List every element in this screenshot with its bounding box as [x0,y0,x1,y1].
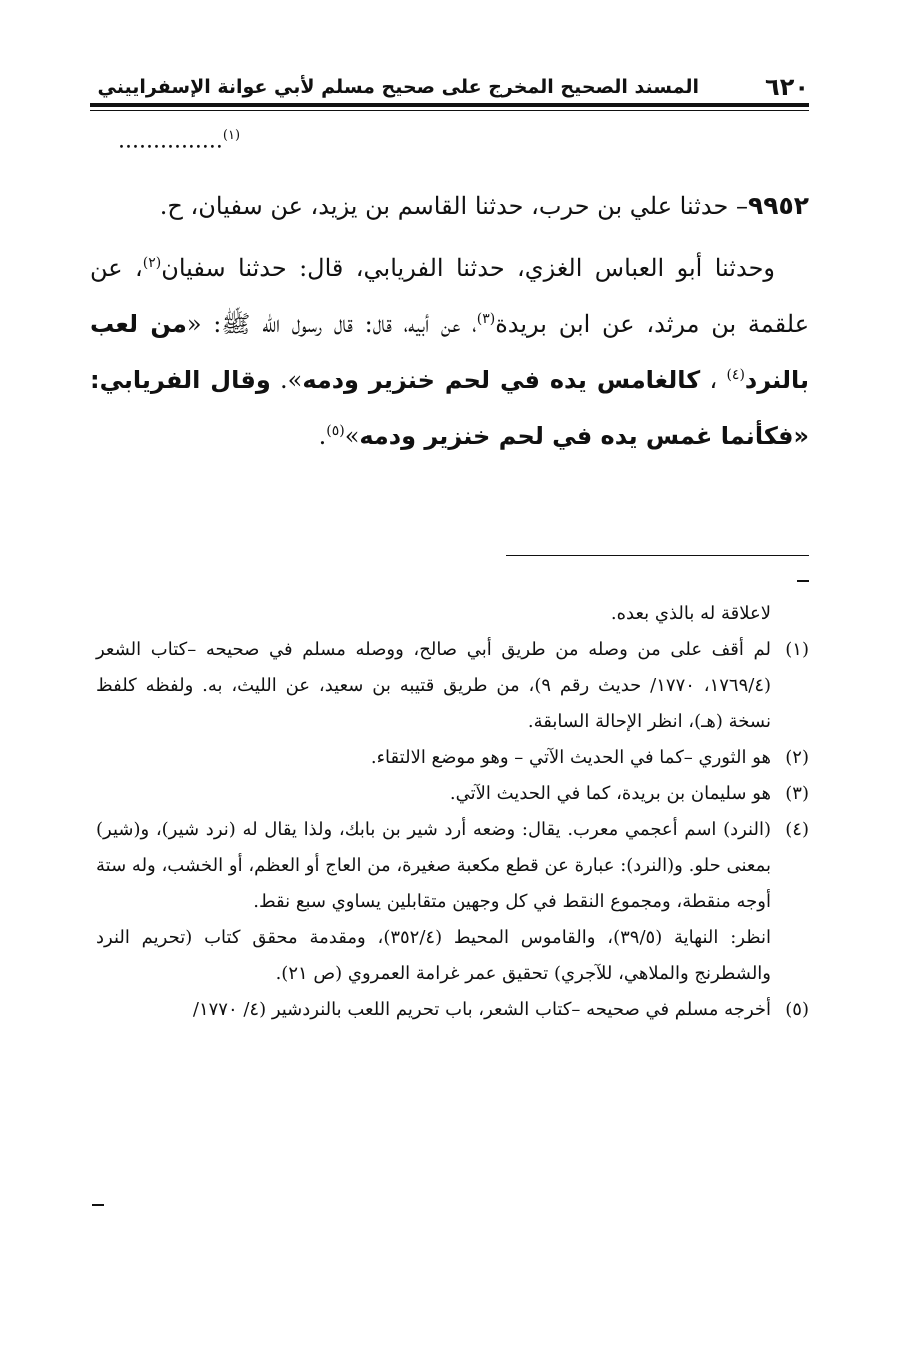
running-title: المسند الصحيح المخرج على صحيح مسلم لأبي عوانة الإسفراييني [97,76,699,98]
footnote-text: (النرد) اسم أعجمي معرب. يقال: وضعه أرد شير بن بابك، ولذا يقال له (نرد شير)، و(شير) بمعنى حلو. و(النرد): عبارة عن قطع مكعبة صغيرة، من العاج أو العظم، أو الخشب، وله ستة أوجه منقطة، ومجموع النقط في كل وجهين متقابلين يساوي سبع نقط. [96,819,771,912]
chain-text: ، [700,366,727,394]
footnote-4 [96,812,809,920]
chain-text: وحدثنا أبو العباس الغزي، حدثنا الفريابي، قال: حدثنا سفيان [161,254,775,282]
footnote-4-reference: انظر: النهاية (٣٩/٥)، والقاموس المحيط (٣٥٢/٤)، ومقدمة محقق كتاب (تحريم النرد والشطرنج والملاهي، للآجري) تحقيق عمر غرامة العمروي (ص ٢١). [96,927,771,984]
footnotes [96,596,809,1028]
chain-text: » [344,422,360,450]
footnote-number: (٢) [785,747,809,768]
footnote-marker: (٢) [142,255,162,271]
footnote-marker: (٥) [326,423,345,439]
chain-text: . [318,422,327,450]
chain-text: ، عن أبيه، قال: قال رسول الله ﷺ: « [186,310,477,338]
header-rule-thin [90,110,809,111]
footnote-separator [506,555,809,556]
hadith-text: من لعب بالنرد [90,310,809,394]
hadith-variant-text: وقال الفريابي: «فكأنما غمس يده في لحم خنزير ودمه [90,366,809,450]
footnote-1 [96,632,809,740]
chain-text: ». [270,366,303,394]
header-rule-thick [90,103,809,107]
footnote-text: هو سليمان بن بريدة، كما في الحديث الآتي. [449,783,771,804]
footnote-marker: (٤) [726,367,745,383]
ellipsis-dots: ............... [118,128,223,154]
footnote-text: أخرجه مسلم في صحيحه –كتاب الشعر، باب تحريم اللعب بالنردشير (٤/ ١٧٧٠/ [192,999,771,1020]
footnote-3 [96,776,809,812]
hadith-chain-1 [90,178,809,234]
footnote-number: (١) [785,639,809,660]
carry-over-mark [797,580,809,582]
footnote-text: لم أقف على من وصله من طريق أبي صالح، ووصله مسلم في صحيحه –كتاب الشعر (١٧٦٩/٤، ١٧٧٠/ حديث رقم ٩)، من طريق قتيبه بن سعيد، عن الليث، به. ولفظه كلفظ نسخة (هـ)، انظر الإحالة السابقة. [96,639,772,732]
footnote-text: هو الثوري –كما في الحديث الآتي – وهو موضع الالتقاء. [370,747,771,768]
chain-text: ، عن علقمة بن مرثد، عن ابن بريدة [90,254,810,338]
previous-text-continuation [118,128,240,153]
page-number: ٦٢٠ [765,73,809,101]
footnote-2 [96,740,809,776]
hadith-body [90,178,809,464]
footnote-marker: (٣) [476,311,496,327]
footnote-number: (٥) [785,999,809,1020]
footnote-number: (٣) [785,783,809,804]
hadith-number: ٩٩٥٢ [747,191,809,220]
footnote-carryover: لاعلاقة له بالذي بعده. [610,603,771,624]
hadith-chain-2 [90,240,809,464]
footnote-marker: (١) [222,128,241,143]
continued-mark [92,1204,104,1206]
hadith-chain-text: – حدثنا علي بن حرب، حدثنا القاسم بن يزيد، عن سفيان، ح. [159,192,748,220]
hadith-text: كالغامس يده في لحم خنزير ودمه [302,366,701,394]
footnote-number: (٤) [785,819,809,840]
footnote-5 [96,992,809,1028]
